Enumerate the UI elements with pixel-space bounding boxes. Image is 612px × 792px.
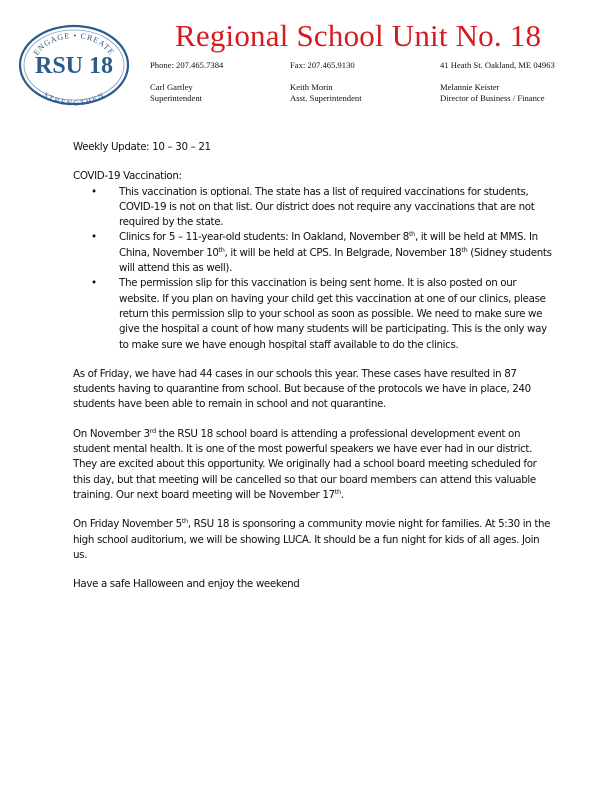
cases-paragraph: As of Friday, we have had 44 cases in our schools this year. These cases have resulted in 87 students having to quarantine from school. But because of the protocols we have in place, 240 students have been able to remain in school and not quarantine. [73, 367, 531, 411]
staff-role: Superintendent [150, 92, 203, 103]
rsu18-logo [18, 24, 130, 106]
staff-name: Melannie Keister [440, 82, 500, 92]
ordinal-suffix: th [461, 245, 468, 254]
paragraph-text: . [340, 488, 344, 501]
ordinal-suffix: rd [149, 426, 156, 435]
bullet-icon: • [91, 231, 97, 244]
bullet-icon: • [91, 277, 97, 290]
ordinal-suffix: th [408, 230, 415, 239]
staff-name: Carl Gartley [150, 82, 193, 92]
logo-bottom-arc-text: STRENGTHEN [41, 90, 106, 106]
board-paragraph [73, 427, 553, 503]
phone-number: Phone: 207.465.7384 [150, 60, 224, 70]
covid-section-heading: COVID-19 Vaccination: [73, 170, 182, 183]
movie-night-paragraph [73, 517, 553, 563]
list-item [91, 276, 553, 352]
bullet-text: This vaccination is optional. The state has a list of required vaccinations for students, COVID-19 is not on that list. Our district does not require any vaccinations that are not required by the state. [119, 185, 535, 229]
bullet-icon: • [91, 185, 97, 198]
list-item [91, 185, 553, 231]
covid-bullet-list [73, 185, 553, 353]
staff-role: Asst. Superintendent [290, 92, 362, 103]
staff-superintendent [150, 82, 202, 103]
staff-asst-superintendent [290, 82, 362, 103]
closing-line: Have a safe Halloween and enjoy the weekend [73, 578, 300, 591]
logo-top-arc-text: ENGAGE • CREATE [31, 30, 117, 58]
ordinal-suffix: th [218, 245, 225, 254]
logo-emblem-icon [18, 24, 130, 106]
staff-name: Keith Morin [290, 82, 333, 92]
ordinal-suffix: th [334, 487, 341, 496]
staff-director-finance [440, 82, 545, 103]
address: 41 Heath St. Oakland, ME 04963 [440, 60, 555, 70]
paragraph-text: On Friday November 5 [73, 518, 182, 531]
ordinal-suffix: th [181, 517, 188, 526]
list-item [91, 230, 553, 276]
organization-title: Regional School Unit No. 18 [175, 18, 542, 53]
paragraph-text: , RSU 18 is sponsoring a community movie night for families. At 5:30 in the high school auditorium, we will be showing LUCA. It should be a fun night for kids of all ages. Join us. [73, 518, 551, 561]
letter-body [73, 140, 553, 606]
paragraph-text: the RSU 18 school board is attending a professional development event on student mental health. It is one of the most powerful speakers we have ever had in our district. They are excited about this opportunity. We originally had a school board meeting scheduled for this day, but that meeting will be cancelled so that our board members can attend this valuable training. Our next board meeting will be November 17 [73, 427, 537, 501]
bullet-text: , it will be held at MMS. In China, November 10 [119, 231, 538, 259]
paragraph-text: On November 3 [73, 427, 150, 440]
staff-role: Director of Business / Finance [440, 92, 545, 103]
bullet-text: Clinics for 5 – 11-year-old students: In Oakland, November 8 [119, 231, 409, 244]
logo-main-text: RSU 18 [34, 53, 114, 79]
fax-number: Fax: 207.465.9130 [290, 60, 355, 70]
bullet-text: , it will be held at CPS. In Belgrade, November 18 [224, 246, 462, 259]
weekly-update-heading: Weekly Update: 10 – 30 – 21 [73, 141, 211, 153]
bullet-text: The permission slip for this vaccination is being sent home. It is also posted on our website. If you plan on having your child get this vaccination at one of our clinics, please return this permission slip to your school as soon as possible. We need to make sure we give the hospital a count of how many students will be participating. This is the only way to make sure we have enough hospital staff available to do the clinics. [119, 277, 547, 351]
bullet-text: (Sidney students will attend this as well). [119, 246, 552, 275]
